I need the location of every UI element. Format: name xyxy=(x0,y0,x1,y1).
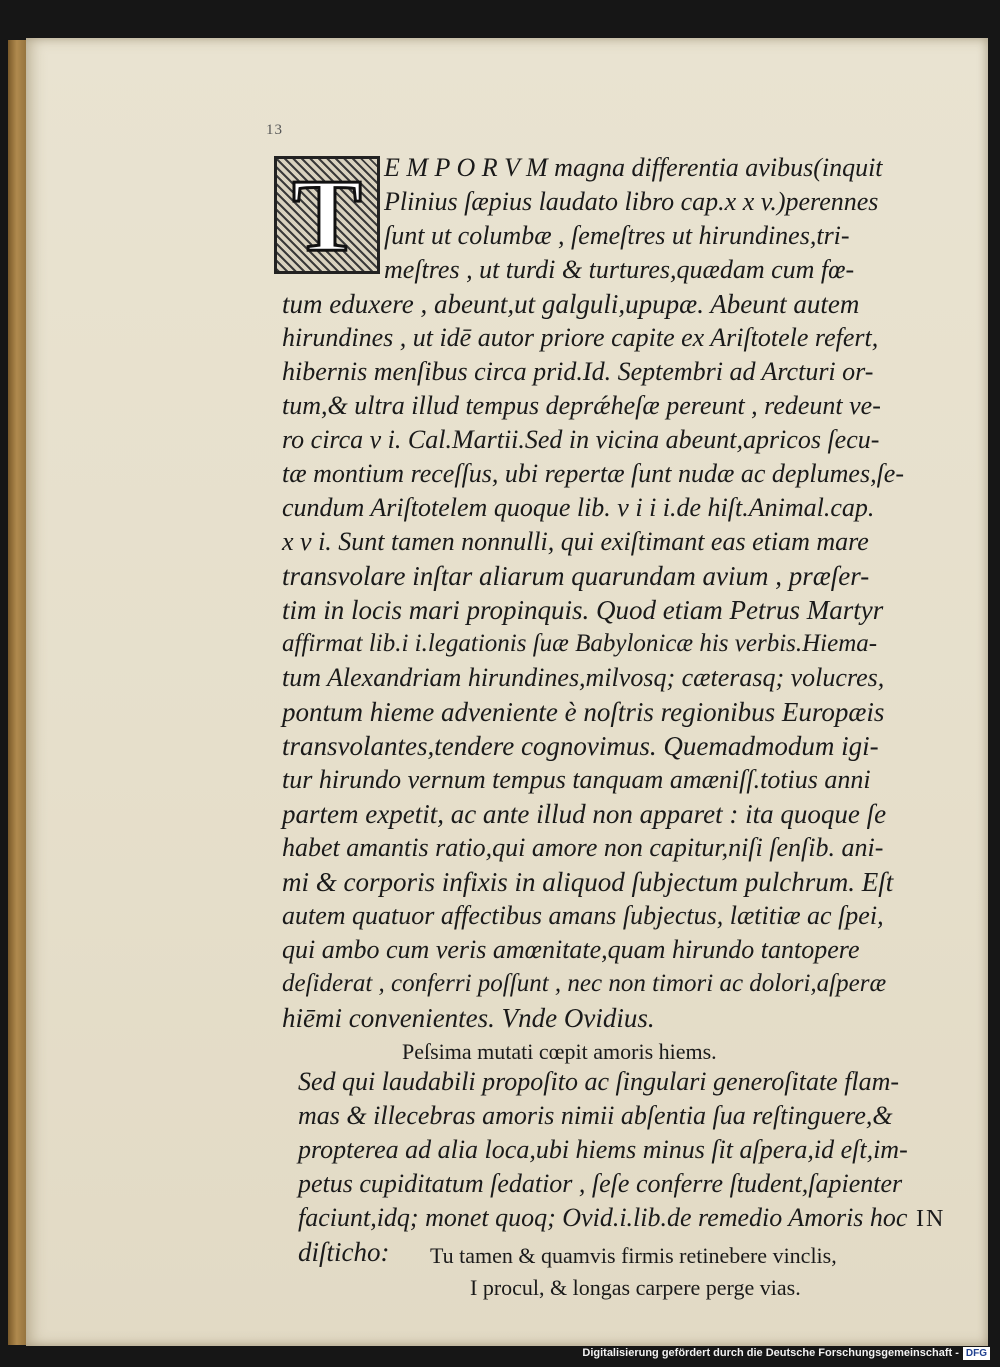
verse-line: I procul, & longas carpere perge vias. xyxy=(470,1275,801,1300)
text-line: tum eduxere , abeunt,ut galguli,upupæ. Abeunt autem xyxy=(282,289,860,319)
text-line: Plinius ſæpius laudato libro cap.x x v.)perennes xyxy=(384,187,879,216)
text-line: mas & illecebras amoris nimii abſentia ſua reſtinguere,& xyxy=(298,1101,893,1130)
text-line: hirundines , ut idē autor priore capite ex Ariſtotele refert, xyxy=(282,323,879,352)
text-line: hiēmi convenientes. Vnde Ovidius. xyxy=(282,1003,655,1033)
text-line: diſticho: xyxy=(298,1237,390,1267)
text-line: tæ montium receſſus, ubi repertæ ſunt nudæ ac deplumes,ſe- xyxy=(282,459,904,488)
text-line: faciunt,idq; monet quoq; Ovid.i.lib.de remedio Amoris hoc xyxy=(298,1203,908,1232)
text-line: meſtres , ut turdi & turtures,quædam cum fœ- xyxy=(384,255,855,284)
digitization-footer xyxy=(582,1343,990,1363)
text-line: petus cupiditatum ſedatior , ſeſe conferre ſtudent,ſapienter xyxy=(298,1169,903,1198)
text-line: partem expetit, ac ante illud non apparet : ita quoque ſe xyxy=(282,799,887,829)
text-line: tim in locis mari propinquis. Quod etiam Petrus Martyr xyxy=(282,595,884,625)
text-line: hibernis menſibus circa prid.Id. Septembri ad Arcturi or- xyxy=(282,357,874,386)
verse-line: Tu tamen & quamvis firmis retinebere vinclis, xyxy=(430,1243,837,1268)
text-line: x v i. Sunt tamen nonnulli, qui exiſtimant eas etiam mare xyxy=(282,527,869,556)
dfg-logo: DFG xyxy=(963,1347,990,1360)
verse-line: Peſsima mutati cœpit amoris hiems. xyxy=(402,1039,717,1064)
catchword: IN xyxy=(916,1206,946,1232)
footer-credit-text: Digitalisierung gefördert durch die Deutsche Forschungsgemeinschaft - xyxy=(582,1347,959,1359)
text-line: tur hirundo vernum tempus tanquam amæniſſ.totius anni xyxy=(282,765,871,794)
text-line: qui ambo cum veris amœnitate,quam hirundo tantopere xyxy=(282,935,860,964)
text-line: deſiderat , conferri poſſunt , nec non timori ac dolori,aſperæ xyxy=(282,970,887,997)
text-line: mi & corporis infixis in aliquod ſubjectum pulchrum. Eſt xyxy=(282,867,894,897)
text-line: transvolantes,tendere cognovimus. Quemadmodum igi- xyxy=(282,731,879,761)
text-line: ſunt ut columbæ , ſemeſtres ut hirundines,tri- xyxy=(384,221,850,250)
text-line: transvolare inſtar aliarum quarundam avium , præſer- xyxy=(282,561,870,591)
page-corner-mark: 13 xyxy=(266,122,283,138)
text-line: habet amantis ratio,qui amore non capitur,niſi ſenſib. ani- xyxy=(282,833,884,862)
initial-letter: T xyxy=(292,157,362,273)
text-line: tum Alexandriam hirundines,milvosq; cæterasq; volucres, xyxy=(282,663,885,692)
text-line: E M P O R V M magna differentia avibus(inquit xyxy=(384,153,883,182)
text-line: tum,& ultra illud tempus deprǽheſæ pereunt , redeunt ve- xyxy=(282,391,881,420)
text-line: pontum hieme adveniente è noſtris regionibus Europæis xyxy=(282,697,885,727)
text-line: affirmat lib.i i.legationis ſuæ Babylonicæ his verbis.Hiema- xyxy=(282,630,878,657)
text-line: Sed qui laudabili propoſito ac ſingulari generoſitate flam- xyxy=(298,1067,900,1096)
text-line: cundum Ariſtotelem quoque lib. v i i i.de hiſt.Animal.cap. xyxy=(282,493,875,522)
text-line: ro circa v i. Cal.Martii.Sed in vicina abeunt,apricos ſecu- xyxy=(282,425,880,454)
text-line: propterea ad alia loca,ubi hiems minus ſit aſpera,id eſt,im- xyxy=(298,1135,908,1164)
text-line: autem quatuor affectibus amans ſubjectus, lætitiæ ac ſpei, xyxy=(282,901,884,930)
